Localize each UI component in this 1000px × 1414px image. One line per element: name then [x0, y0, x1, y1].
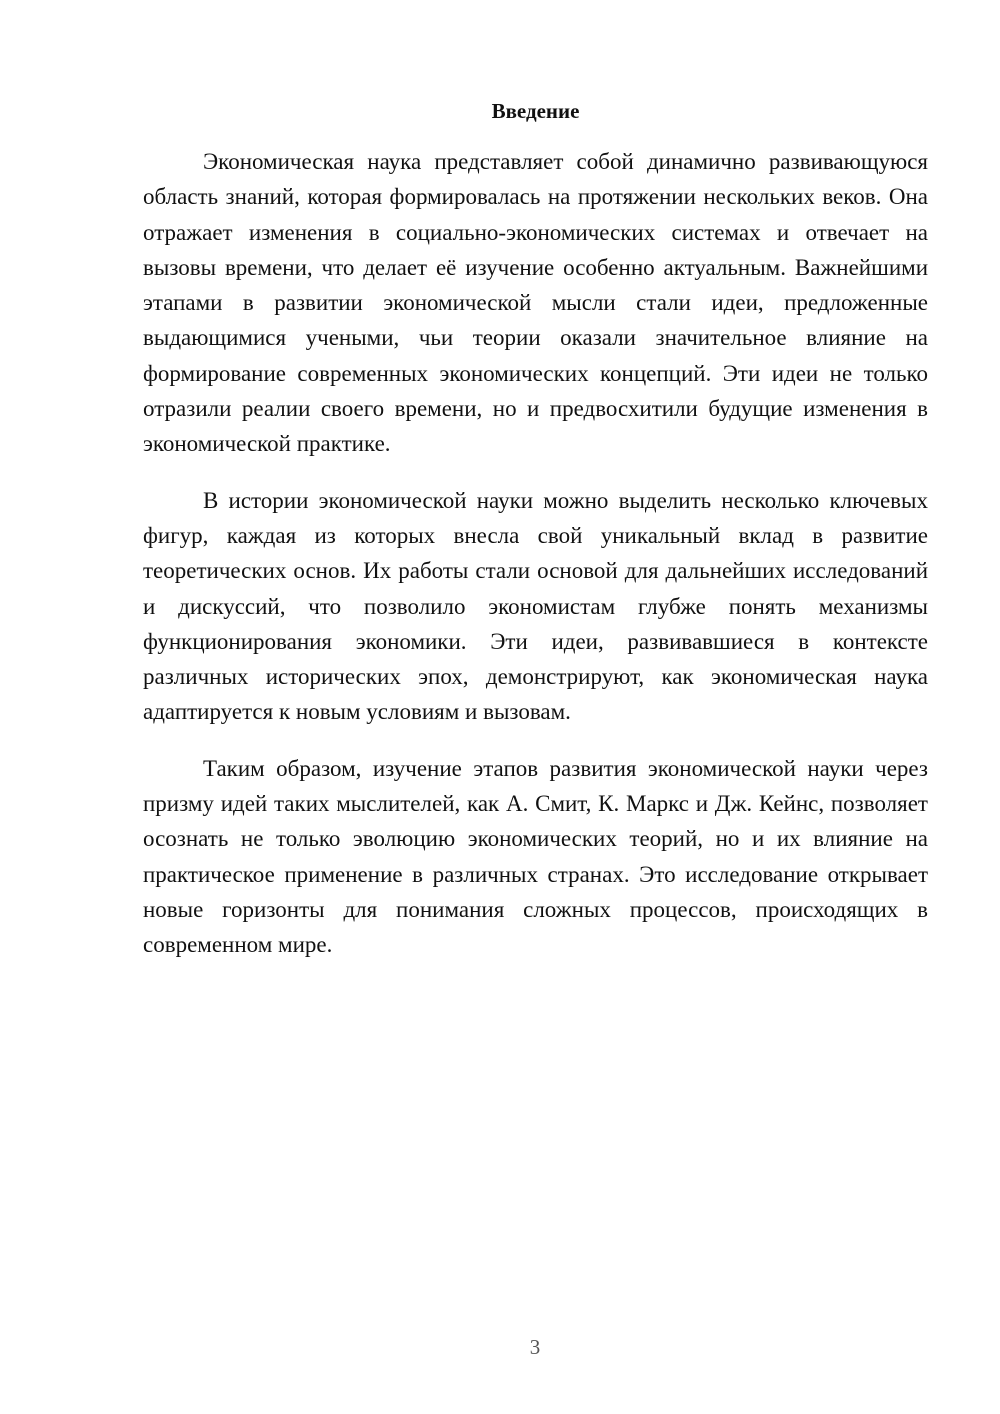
body-text — [143, 144, 928, 984]
section-title: Введение — [491, 99, 580, 123]
paragraph-1: Экономическая наука представляет собой динамично развивающуюся область знаний, которая формировалась на протяжении нескольких веков. Она отражает изменения в социально-экономических системах и отвечает на вызовы времени, что делает её изучение особенно актуальным. Важнейшими этапами в развитии экономической мысли стали идеи, предложенные выдающимися учеными, чьи теории оказали значительное влияние на формирование современных экономических концепций. Эти идеи не только отразили реалии своего времени, но и предвосхитили будущие изменения в экономической практике. — [143, 149, 928, 457]
paragraph-3: Таким образом, изучение этапов развития экономической науки через призму идей таких мыслителей, как А. Смит, К. Маркс и Дж. Кейнс, позволяет осознать не только эволюцию экономических теорий, но и их влияние на практическое применение в различных странах. Это исследование открывает новые горизонты для понимания сложных процессов, происходящих в современном мире. — [143, 755, 928, 958]
page-number: 3 — [529, 1335, 541, 1359]
paragraph-2: В истории экономической науки можно выделить несколько ключевых фигур, каждая из которых внесла свой уникальный вклад в развитие теоретических основ. Их работы стали основой для дальнейших исследований и дискуссий, что позволило экономистам глубже понять механизмы функционирования экономики. Эти идеи, развивавшиеся в контексте различных исторических эпох, демонстрируют, как экономическая наука адаптируется к новым условиям и вызовам. — [143, 487, 928, 725]
